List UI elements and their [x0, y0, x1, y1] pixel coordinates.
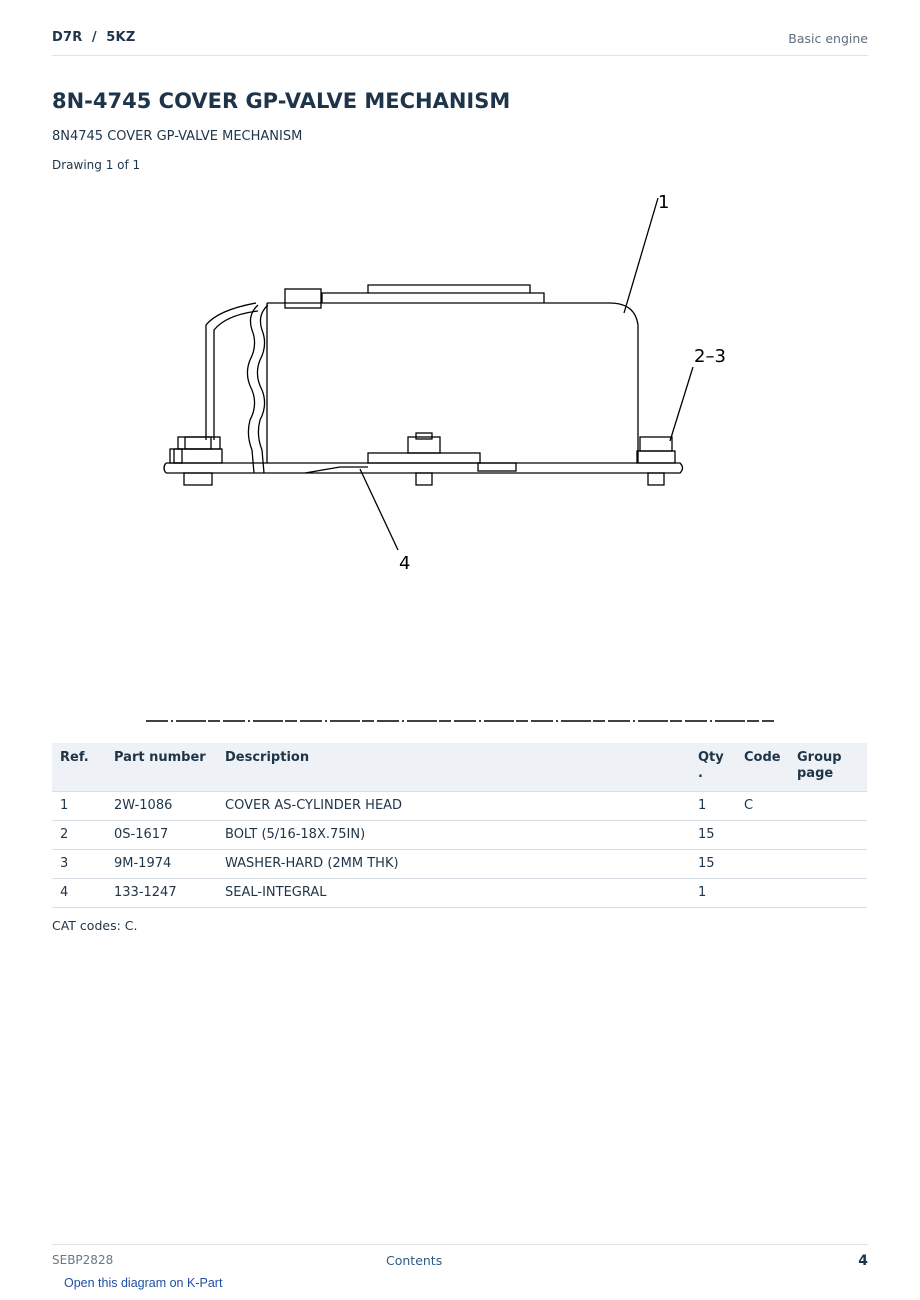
- table-row: [52, 821, 867, 850]
- cell-group-page: [789, 850, 867, 879]
- kpart-diagram-link[interactable]: Open this diagram on K-Part: [64, 1276, 223, 1290]
- leader-1: [624, 198, 658, 313]
- cell-qty: 15: [690, 821, 736, 850]
- top-cap: [285, 289, 321, 308]
- center-plate: [368, 453, 480, 463]
- callout-2-3: 2–3: [694, 346, 726, 367]
- cell-description: BOLT (5/16-18X.75IN): [217, 821, 690, 850]
- col-group-page: Group page: [789, 743, 867, 792]
- col-qty: Qty .: [690, 743, 736, 792]
- col-description: Description: [217, 743, 690, 792]
- cell-ref: 4: [52, 879, 106, 908]
- table-row: [52, 792, 867, 821]
- cell-group-page: [789, 792, 867, 821]
- left-pipe-inner: [214, 311, 258, 440]
- contents-link[interactable]: Contents: [386, 1253, 443, 1268]
- col-ref: Ref.: [52, 743, 106, 792]
- parts-diagram-drawing: [140, 185, 790, 735]
- page-header: [52, 28, 868, 56]
- cell-ref: 1: [52, 792, 106, 821]
- cell-part-number: 2W-1086: [106, 792, 217, 821]
- cell-code: C: [736, 792, 789, 821]
- parts-diagram: [140, 185, 790, 735]
- table-row: [52, 879, 867, 908]
- cell-part-number: 0S-1617: [106, 821, 217, 850]
- table-row: [52, 850, 867, 879]
- cell-description: SEAL-INTEGRAL: [217, 879, 690, 908]
- parts-table: [52, 743, 867, 908]
- callout-4: 4: [399, 553, 411, 574]
- cell-ref: 3: [52, 850, 106, 879]
- table-header-row: [52, 743, 867, 792]
- cell-qty: 15: [690, 850, 736, 879]
- cell-group-page: [789, 879, 867, 908]
- leader-4: [360, 469, 398, 550]
- leader-2-3: [670, 367, 693, 441]
- cell-code: [736, 821, 789, 850]
- cover-body: [267, 303, 638, 463]
- base-flange-left: [164, 463, 264, 473]
- page-number: 4: [858, 1253, 868, 1269]
- cell-code: [736, 879, 789, 908]
- top-plate: [322, 285, 544, 303]
- document-id: SEBP2828: [52, 1253, 114, 1267]
- breadcrumb: D7R / 5KZ: [52, 30, 136, 45]
- col-part-number: Part number: [106, 743, 217, 792]
- cell-part-number: 9M-1974: [106, 850, 217, 879]
- section-label: Basic engine: [788, 31, 868, 46]
- cell-group-page: [789, 821, 867, 850]
- cat-codes-note: CAT codes: C.: [52, 918, 138, 933]
- drawing-label: Drawing 1 of 1: [52, 158, 141, 172]
- cell-description: COVER AS-CYLINDER HEAD: [217, 792, 690, 821]
- cell-part-number: 133-1247: [106, 879, 217, 908]
- callout-1: 1: [658, 192, 670, 213]
- cell-code: [736, 850, 789, 879]
- seal: [305, 467, 368, 473]
- col-code: Code: [736, 743, 789, 792]
- cell-qty: 1: [690, 792, 736, 821]
- page-title: 8N-4745 COVER GP-VALVE MECHANISM: [52, 89, 511, 113]
- cell-ref: 2: [52, 821, 106, 850]
- base-flange-right: [264, 463, 683, 473]
- page-subtitle: 8N4745 COVER GP-VALVE MECHANISM: [52, 129, 303, 144]
- cell-qty: 1: [690, 879, 736, 908]
- page-footer: [52, 1244, 868, 1275]
- cell-description: WASHER-HARD (2MM THK): [217, 850, 690, 879]
